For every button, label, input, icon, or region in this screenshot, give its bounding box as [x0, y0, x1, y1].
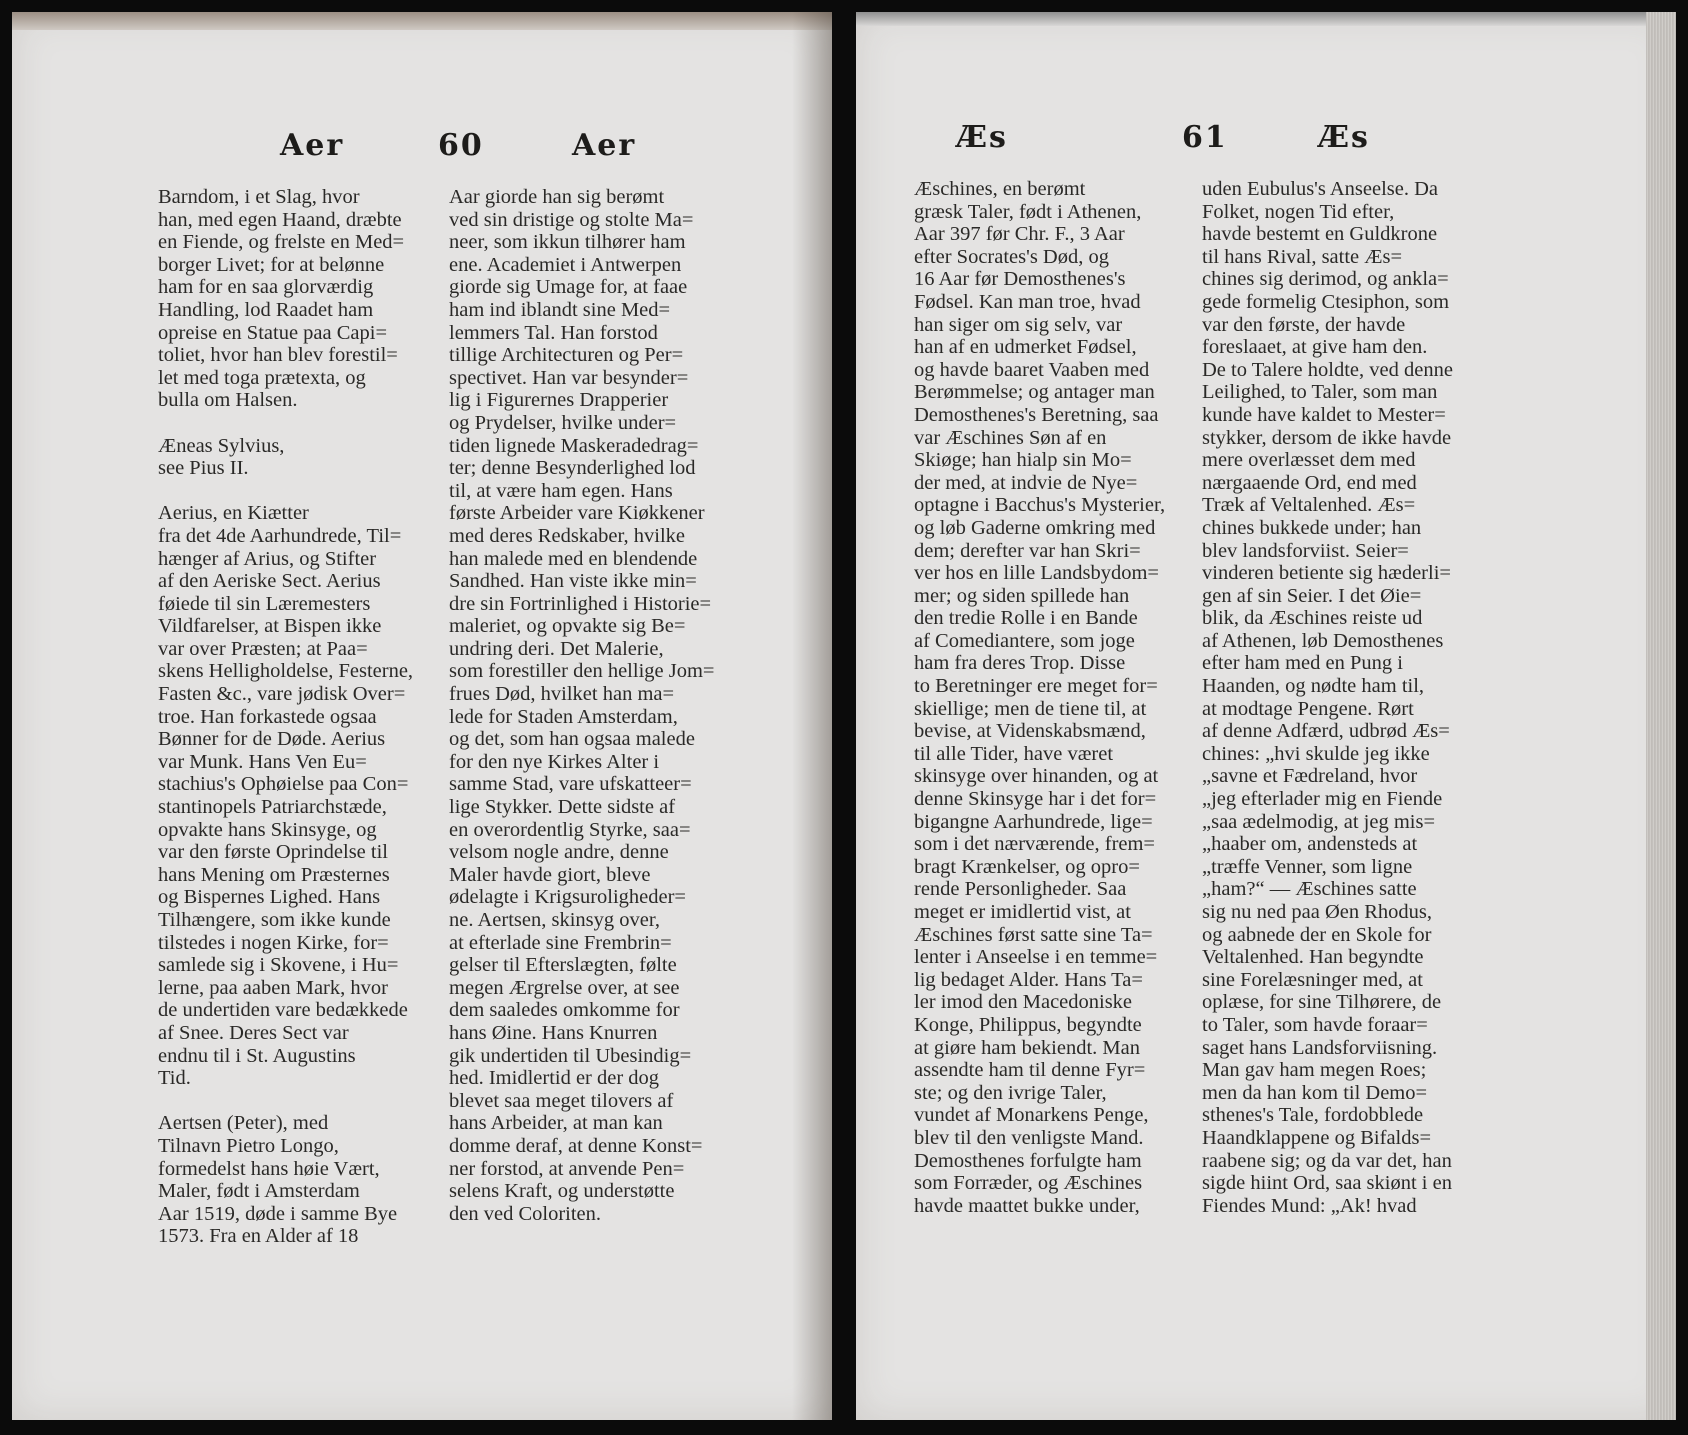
text-line: Fiendes Mund: „Ak! hvad [1202, 1194, 1417, 1217]
text-line: Demosthenes forfulgte ham [914, 1149, 1142, 1172]
text-line: ner forstod, at anvende Pen= [449, 1157, 685, 1180]
text-line: ene. Academiet i Antwerpen [449, 253, 682, 276]
text-line: af denne Adfærd, udbrød Æs= [1202, 720, 1450, 743]
text-line: Tilhængere, som ikke kunde [158, 909, 391, 931]
text-line: let med toga prætexta, og [158, 366, 366, 389]
text-line: stantinopels Patriarchstæde, [158, 796, 387, 819]
running-head-right: Aer [572, 128, 637, 163]
text-column-1 [158, 186, 434, 1248]
text-line: Haanden, og nødte ham til, [1202, 675, 1425, 698]
text-line: Tilnavn Pietro Longo, [158, 1134, 339, 1157]
text-line: skinsyge over hinanden, og at [914, 765, 1159, 788]
text-line: af Comediantere, som joge [914, 629, 1135, 652]
text-line: han malede med en blendende [449, 547, 698, 570]
text-line: de undertiden vare bedækkede [158, 999, 408, 1022]
text-line: Aar 1519, døde i samme Bye [158, 1202, 398, 1225]
text-line: med deres Redskaber, hvilke [449, 524, 685, 547]
text-line: af Athenen, løb Demosthenes [1202, 629, 1444, 652]
text-line: spectivet. Han var besynder= [449, 366, 689, 389]
text-line: domme deraf, at denne Konst= [449, 1134, 703, 1157]
text-line: han af en udmerket Fødsel, [914, 336, 1137, 359]
text-column-2 [449, 186, 725, 1225]
text-line: Fødsel. Kan man troe, hvad [914, 290, 1141, 313]
text-line: bevise, at Videnskabsmænd, [914, 720, 1146, 743]
text-line: ste; og den ivrige Taler, [914, 1081, 1107, 1104]
text-line: dre sin Fortrinlighed i Historie= [449, 592, 712, 615]
text-line: endnu til i St. Augustins [158, 1044, 356, 1067]
text-line: Aerius, en Kiætter [158, 502, 309, 525]
text-line: bragt Krænkelser, og opro= [914, 855, 1140, 878]
text-line: gelser til Efterslægten, følte [449, 954, 677, 977]
text-line: Æschines, en berømt [914, 178, 1086, 200]
text-line: efter Socrates's Død, og [914, 245, 1109, 268]
text-line: uden Eubulus's Anseelse. Da [1202, 178, 1438, 200]
text-line: tiden lignede Maskeradedrag= [449, 434, 699, 457]
text-line: Aertsen (Peter), med [158, 1112, 329, 1135]
text-line: af Snee. Deres Sect var [158, 1021, 349, 1044]
text-line: Folket, nogen Tid efter, [1202, 200, 1395, 223]
text-line: ler imod den Macedoniske [914, 991, 1133, 1014]
text-line: sine Forelæsninger med, at [1202, 968, 1423, 991]
text-line: vundet af Monarkens Penge, [914, 1104, 1149, 1127]
text-line: at modtage Pengene. Rørt [1202, 697, 1414, 720]
text-line: bigangne Aarhundrede, lige= [914, 810, 1153, 833]
text-line: og løb Gaderne omkring med [914, 516, 1156, 539]
text-line: rende Personligheder. Saa [914, 878, 1127, 901]
text-line: to Beretninger ere meget for= [914, 675, 1158, 698]
text-line: hans Mening om Præsternes [158, 863, 390, 886]
text-line: var den første Oprindelse til [158, 841, 388, 864]
page-top-edge [12, 12, 832, 30]
text-line: Aar giorde han sig berømt [449, 186, 665, 208]
text-line: som Forræder, og Æschines [914, 1172, 1143, 1195]
text-line: „træffe Venner, som ligne [1202, 855, 1413, 878]
page-edge [1646, 12, 1676, 1420]
text-line: og det, som han ogsaa malede [449, 728, 695, 751]
text-line: Veltalenhed. Han begyndte [1202, 946, 1424, 969]
text-line: gik undertiden til Ubesindig= [449, 1044, 692, 1067]
text-line: ham ind iblandt sine Med= [449, 298, 671, 321]
text-line: hed. Imidlertid er der dog [449, 1067, 660, 1090]
text-line: en Fiende, og frelste en Med= [158, 231, 405, 254]
text-line: samlede sig i Skovene, i Hu= [158, 954, 399, 977]
text-line: blevet saa meget tilovers af [449, 1089, 674, 1112]
text-line: giorde sig Umage for, at faae [449, 276, 688, 299]
text-line: velsom nogle andre, denne [449, 841, 669, 864]
text-line: Maler, født i Amsterdam [158, 1180, 360, 1203]
text-line: ter; denne Besynderlighed lod [449, 457, 696, 480]
text-line: efter ham med en Pung i [1202, 652, 1403, 675]
text-line: Barndom, i et Slag, hvor [158, 186, 360, 208]
text-column-2 [1202, 178, 1474, 1217]
page-number: 60 [438, 128, 484, 163]
text-line: Haandklappene og Bifalds= [1202, 1126, 1432, 1149]
text-line: Handling, lod Raadet ham [158, 298, 374, 321]
text-line: Fasten &c., vare jødisk Over= [158, 683, 406, 706]
text-line: dem; derefter var han Skri= [914, 539, 1141, 562]
text-line: til hans Rival, satte Æs= [1202, 245, 1403, 268]
text-line: han, med egen Haand, dræbte [158, 208, 402, 231]
gutter-shadow [792, 12, 832, 1420]
text-line: Æneas Sylvius, [158, 434, 285, 457]
running-head-right: Æs [1318, 120, 1370, 155]
text-line: første Arbeider vare Kiøkkener [449, 502, 705, 525]
text-line: maleriet, og opvakte sig Be= [449, 615, 686, 638]
text-line: Æschines først satte sine Ta= [914, 923, 1153, 946]
text-line: 1573. Fra en Alder af 18 [158, 1225, 359, 1248]
text-line: sthenes's Tale, fordobblede [1202, 1104, 1424, 1127]
text-line: og aabnede der en Skole for [1202, 923, 1432, 946]
text-line: opvakte hans Skinsyge, og [158, 818, 377, 841]
text-line: toliet, hvor han blev forestil= [158, 344, 398, 367]
text-line: hænger af Arius, og Stifter [158, 547, 377, 570]
text-line: frues Død, hvilket han ma= [449, 683, 675, 706]
text-line: denne Skinsyge har i det for= [914, 788, 1157, 811]
text-line: ham for en saa glorværdig [158, 276, 374, 299]
text-line: foreslaaet, at give ham den. [1202, 336, 1428, 359]
text-line: lede for Staden Amsterdam, [449, 705, 678, 728]
text-line: lemmers Tal. Han forstod [449, 321, 658, 344]
text-line: optagne i Bacchus's Mysterier, [914, 494, 1166, 517]
running-head-left: Aer [280, 128, 345, 163]
text-line: 16 Aar før Demosthenes's [914, 268, 1126, 291]
text-line: chines sig derimod, og ankla= [1202, 268, 1449, 291]
text-line: tilstedes i nogen Kirke, for= [158, 931, 389, 954]
text-line: skens Helligholdelse, Festerne, [158, 660, 414, 683]
text-line: oplæse, for sine Tilhørere, de [1202, 991, 1442, 1014]
text-line: der med, at indvie de Nye= [914, 471, 1138, 494]
text-line: tillige Architecturen og Per= [449, 344, 684, 367]
text-line: ne. Aertsen, skinsyg over, [449, 909, 660, 931]
text-line: vinderen betiente sig hæderli= [1202, 562, 1451, 585]
text-line: samme Stad, vare ufskatteer= [449, 773, 692, 796]
text-line: troe. Han forkastede ogsaa [158, 705, 377, 728]
right-page [856, 12, 1676, 1420]
text-line: undring deri. Det Malerie, [449, 637, 664, 660]
text-line: formedelst hans høie Vært, [158, 1157, 380, 1180]
text-line: chines: „hvi skulde jeg ikke [1202, 742, 1430, 765]
text-line: chines bukkede under; han [1202, 516, 1422, 539]
text-line: see Pius II. [158, 457, 249, 480]
text-column-1 [914, 178, 1184, 1217]
text-line: Sandhed. Han viste ikke min= [449, 570, 697, 593]
text-line: at giøre ham bekiendt. Man [914, 1036, 1141, 1059]
text-line: nærgaaende Ord, end med [1202, 471, 1417, 494]
text-line: „jeg efterlader mig en Fiende [1202, 788, 1443, 811]
text-line: hans Arbeider, at man kan [449, 1112, 663, 1135]
text-line: blev landsforviist. Seier= [1202, 539, 1409, 562]
text-line: han siger om sig selv, var [914, 313, 1123, 336]
text-line: havde maattet bukke under, [914, 1194, 1140, 1217]
text-line: en overordentlig Styrke, saa= [449, 818, 691, 841]
text-line: neer, som ikkun tilhører ham [449, 231, 686, 254]
text-line: Tid. [158, 1067, 191, 1090]
text-line: „ham?“ — Æschines satte [1202, 878, 1417, 901]
text-line: lige Stykker. Dette sidste af [449, 796, 676, 819]
text-line: sigde hiint Ord, saa skiønt i en [1202, 1172, 1452, 1195]
text-line: meget er imidlertid vist, at [914, 901, 1131, 923]
text-line: den tredie Rolle i en Bande [914, 607, 1138, 630]
text-line: sig nu ned paa Øen Rhodus, [1202, 901, 1433, 923]
text-line: mere overlæsset dem med [1202, 449, 1416, 472]
text-line: og Prydelser, hvilke under= [449, 411, 677, 434]
text-line [158, 480, 434, 503]
text-line: Aar 397 før Chr. F., 3 Aar [914, 223, 1125, 246]
page-number: 61 [1182, 120, 1228, 155]
text-line: Skiøge; han hialp sin Mo= [914, 449, 1132, 472]
text-line: skiellige; men de tiene til, at [914, 697, 1147, 720]
text-line: men da han kom til Demo= [1202, 1081, 1428, 1104]
text-line: hans Øine. Hans Knurren [449, 1021, 658, 1044]
text-line: „saa ædelmodig, at jeg mis= [1202, 810, 1436, 833]
text-line: ødelagte i Krigsuroligheder= [449, 886, 686, 909]
text-line: fra det 4de Aarhundrede, Til= [158, 524, 402, 547]
text-line [158, 412, 434, 435]
text-line: „haaber om, andensteds at [1202, 833, 1418, 856]
text-line: og havde baaret Vaaben med [914, 358, 1150, 381]
text-line: føiede til sin Læremesters [158, 592, 371, 615]
text-line: lenter i Anseelse i en temme= [914, 946, 1158, 969]
text-line [158, 1090, 434, 1113]
text-line: kunde have kaldet to Mester= [1202, 403, 1446, 426]
text-line: stykker, dersom de ikke havde [1202, 426, 1452, 449]
text-line: Man gav ham megen Roes; [1202, 1059, 1427, 1082]
text-line: gen af sin Seier. I det Øie= [1202, 584, 1422, 607]
text-line: assendte ham til denne Fyr= [914, 1059, 1146, 1082]
text-line: Maler havde giort, bleve [449, 863, 651, 886]
text-line: var Munk. Hans Ven Eu= [158, 750, 367, 773]
text-line: Demosthenes's Beretning, saa [914, 403, 1159, 426]
text-line: lig i Figurernes Drapperier [449, 389, 669, 412]
text-line: blik, da Æschines reiste ud [1202, 607, 1423, 630]
text-line: for den nye Kirkes Alter i [449, 750, 660, 773]
text-line: var Æschines Søn af en [914, 426, 1107, 449]
text-line: gede formelig Ctesiphon, som [1202, 290, 1450, 313]
text-line: havde bestemt en Guldkrone [1202, 223, 1438, 246]
text-line: som i det nærværende, frem= [914, 833, 1155, 856]
text-line: Berømmelse; og antager man [914, 381, 1155, 404]
text-line: Konge, Philippus, begyndte [914, 1013, 1142, 1036]
text-line: dem saaledes omkomme for [449, 999, 680, 1022]
text-line: Leilighed, to Taler, som man [1202, 381, 1438, 404]
text-line: græsk Taler, født i Athenen, [914, 200, 1142, 223]
running-head-left: Æs [956, 120, 1008, 155]
text-line: ham fra deres Trop. Disse [914, 652, 1126, 675]
text-line: Vildfarelser, at Bispen ikke [158, 615, 382, 638]
text-line: megen Ærgrelse over, at see [449, 976, 680, 999]
text-line: De to Talere holdte, ved denne [1202, 358, 1453, 381]
text-line: saget hans Landsforviisning. [1202, 1036, 1438, 1059]
left-page [12, 12, 832, 1420]
text-line: var over Præsten; at Paa= [158, 637, 368, 660]
text-line: at efterlade sine Frembrin= [449, 931, 672, 954]
text-line: mer; og siden spillede han [914, 584, 1130, 607]
text-line: bulla om Halsen. [158, 389, 298, 412]
text-line: til, at være ham egen. Hans [449, 479, 673, 502]
text-line: var den første, der havde [1202, 313, 1406, 336]
text-line: Bønner for de Døde. Aerius [158, 728, 386, 751]
text-line: to Taler, som havde foraar= [1202, 1013, 1428, 1036]
text-line: Træk af Veltalenhed. Æs= [1202, 494, 1416, 517]
text-line: blev til den venligste Mand. [914, 1126, 1144, 1149]
page-top-edge [856, 12, 1676, 26]
text-line: selens Kraft, og understøtte [449, 1180, 675, 1203]
text-line: ved sin dristige og stolte Ma= [449, 208, 694, 231]
text-line: raabene sig; og da var det, han [1202, 1149, 1452, 1172]
text-line: borger Livet; for at belønne [158, 253, 385, 276]
text-line: som forestiller den hellige Jom= [449, 660, 715, 683]
text-line: „savne et Fædreland, hvor [1202, 765, 1418, 788]
text-line: opreise en Statue paa Capi= [158, 321, 388, 344]
text-line: af den Aeriske Sect. Aerius [158, 570, 381, 593]
text-line: og Bispernes Lighed. Hans [158, 886, 381, 909]
text-line: lerne, paa aaben Mark, hvor [158, 976, 388, 999]
text-line: til alle Tider, have været [914, 742, 1114, 765]
text-line: lig bedaget Alder. Hans Ta= [914, 968, 1143, 991]
text-line: ver hos en lille Landsbydom= [914, 562, 1159, 585]
text-line: den ved Coloriten. [449, 1202, 602, 1225]
text-line: stachius's Ophøielse paa Con= [158, 773, 409, 796]
